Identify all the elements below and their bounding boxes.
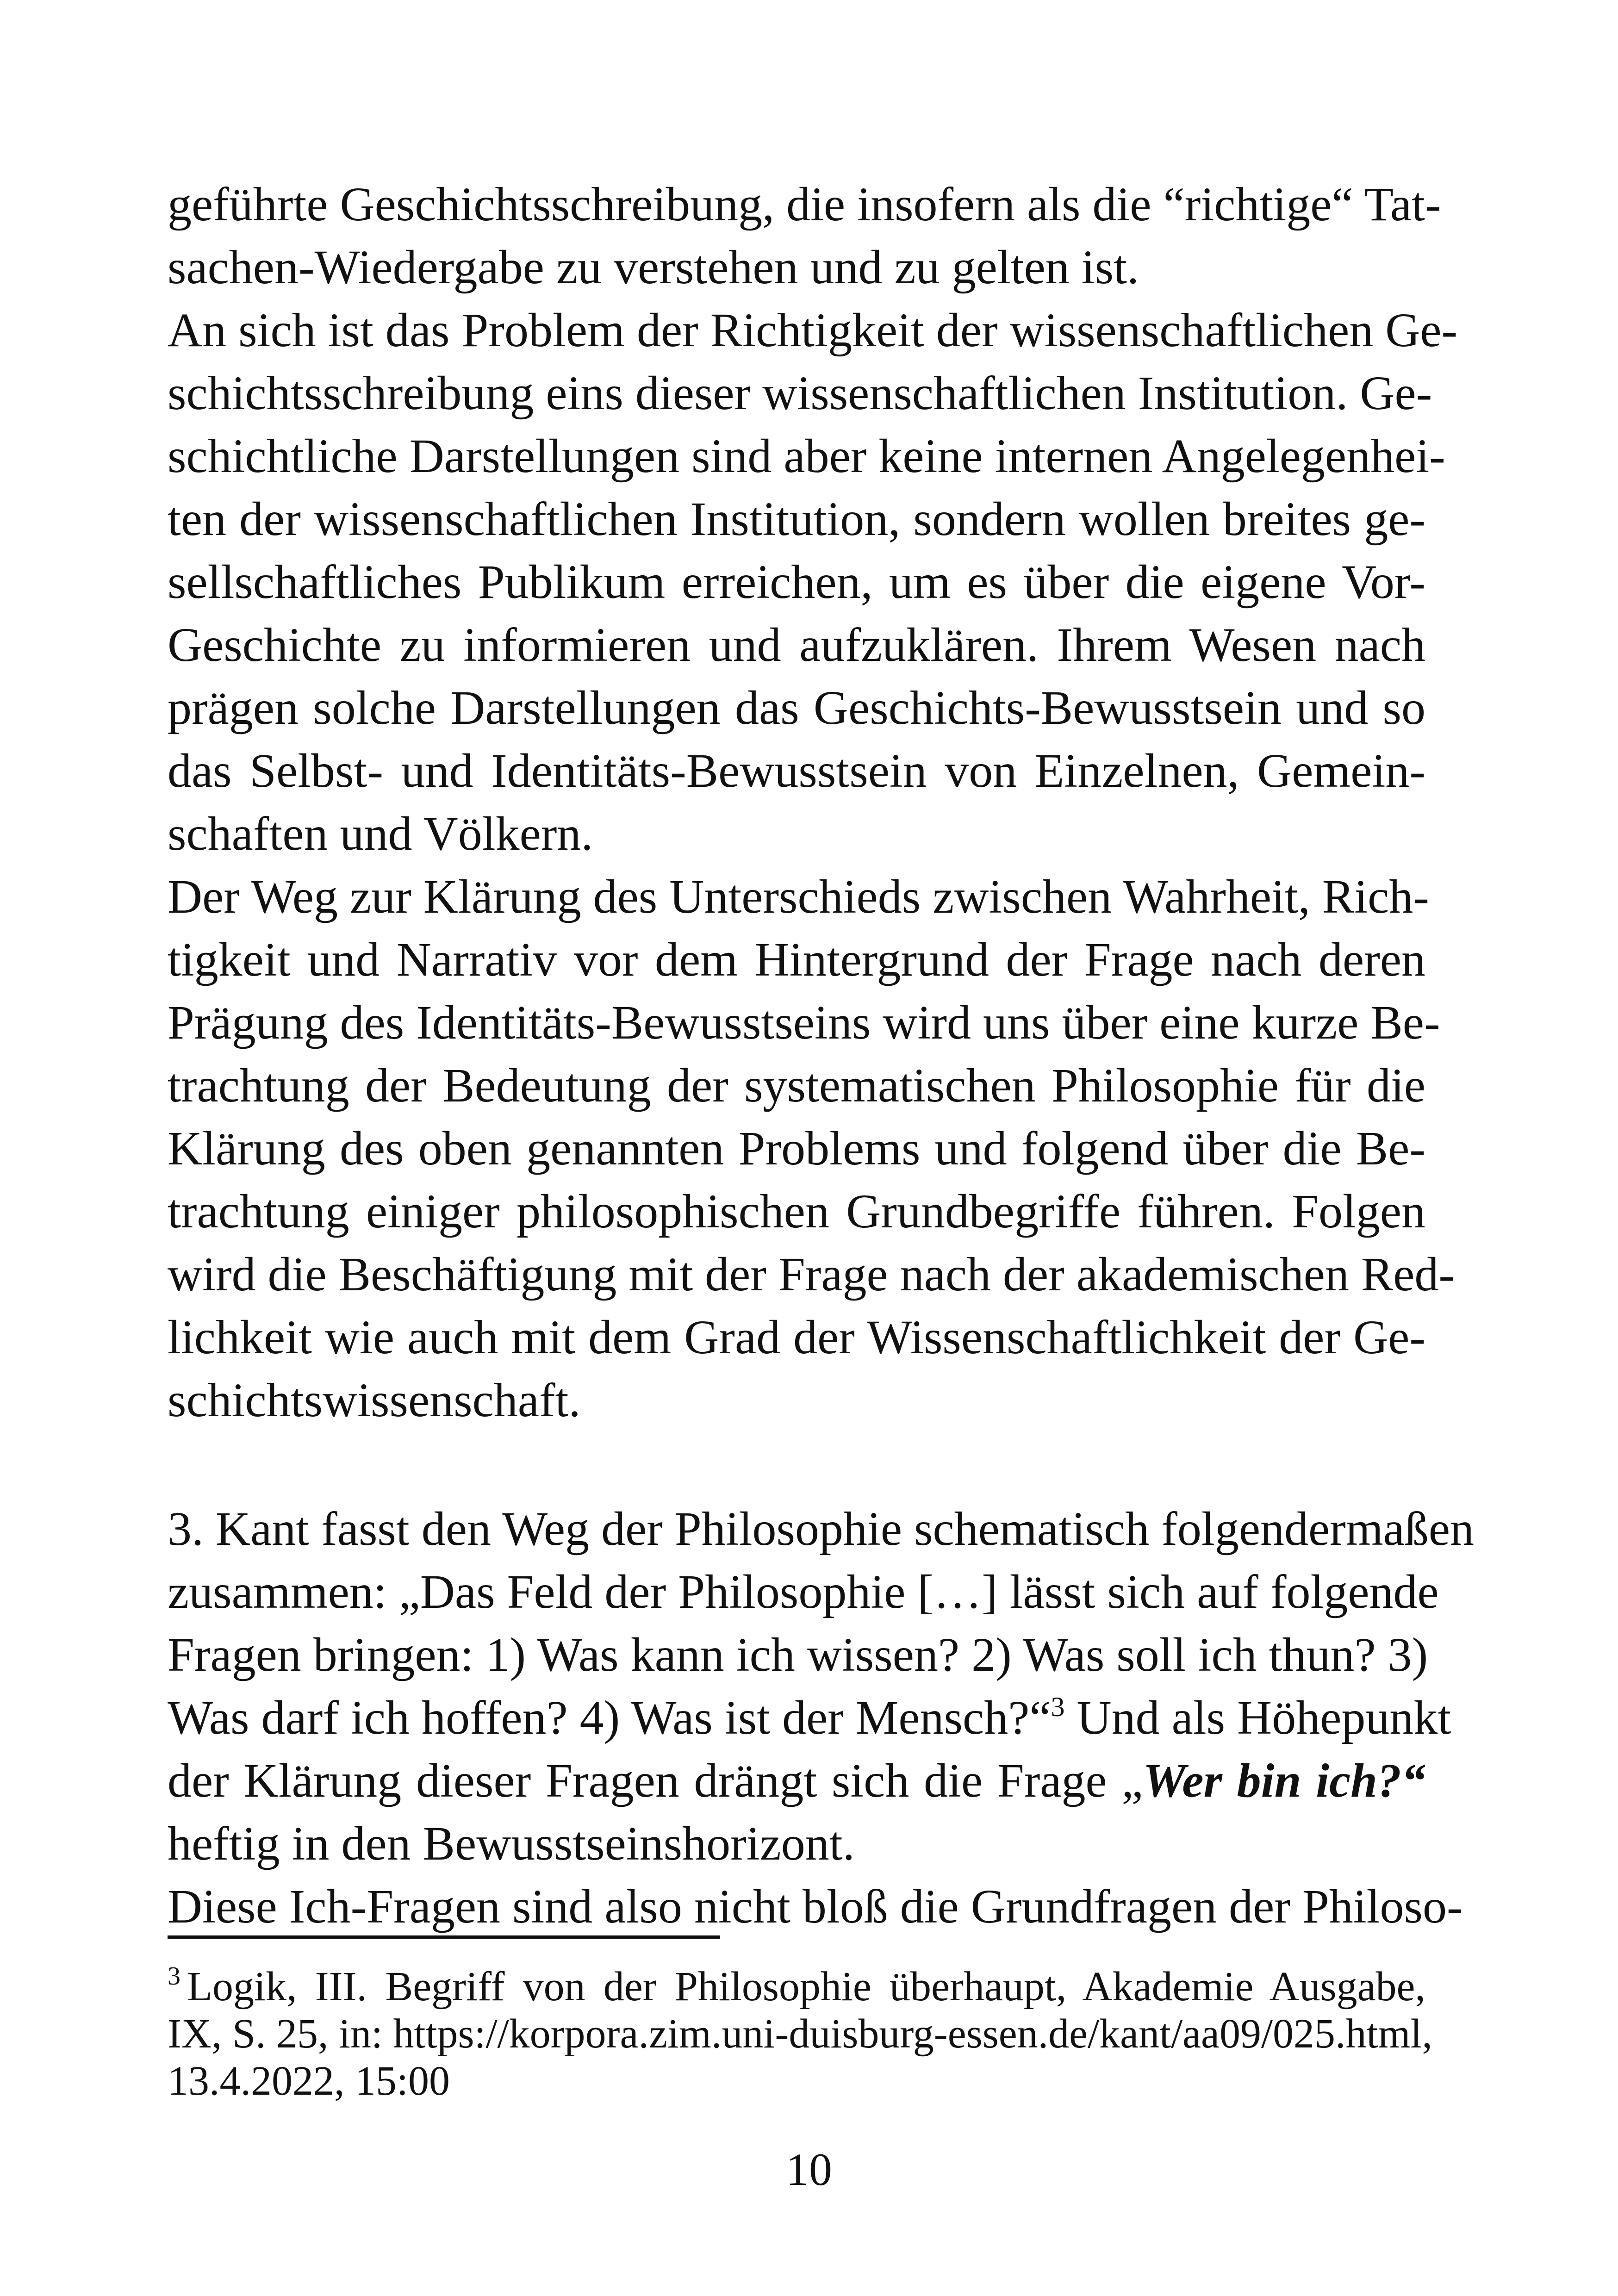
text-line: tigkeit und Narrativ vor dem Hintergrund der Frage nach deren <box>168 933 1425 986</box>
text-line: sachen-Wiedergabe zu verstehen und zu gelten ist. <box>168 241 1139 294</box>
text-line: lichkeit wie auch mit dem Grad der Wissenschaftlichkeit der Ge- <box>168 1311 1425 1364</box>
text-line: schichtsschreibung eins dieser wissenschaftlichen Institution. Ge- <box>168 367 1432 420</box>
paragraph-gap <box>168 1432 1425 1498</box>
footnote-line: 13.4.2022, 15:00 <box>168 2058 450 2104</box>
page-number: 10 <box>786 2144 832 2195</box>
text-line: 3. Kant fasst den Weg der Philosophie schematisch folgendermaßen <box>168 1502 1474 1556</box>
footnote <box>168 1962 1433 2105</box>
text-line: prägen solche Darstellungen das Geschichts-Bewusstsein und so <box>168 681 1425 734</box>
footnote-separator <box>168 1935 720 1939</box>
text-line: geführte Geschichtsschreibung, die insofern als die “richtige“ Tat- <box>168 178 1441 231</box>
text-line: Diese Ich-Fragen sind also nicht bloß die Grundfragen der Philoso- <box>168 1880 1463 1933</box>
text-line: An sich ist das Problem der Richtigkeit der wissenschaftlichen Ge- <box>168 304 1458 357</box>
text-line: Geschichte zu informieren und aufzuklären. Ihrem Wesen nach <box>168 618 1425 672</box>
text-line: das Selbst- und Identitäts-Bewusstsein von Einzelnen, Gemein- <box>168 744 1425 797</box>
text-segment: Was darf ich hoffen? 4) Was ist der Mensch?“ <box>168 1691 1051 1744</box>
text-line: trachtung der Bedeutung der systematischen Philosophie für die <box>168 1059 1425 1112</box>
footnote-text: Logik, III. Begriff von der Philosophie überhaupt, Akademie Ausgabe, <box>187 1964 1425 2010</box>
text-line: schichtliche Darstellungen sind aber keine internen Angelegenhei- <box>168 429 1445 483</box>
text-line: Der Weg zur Klärung des Unterschieds zwischen Wahrheit, Rich- <box>168 870 1429 923</box>
footnote-marker: 3 <box>168 1962 180 1991</box>
text-segment: der Klärung dieser Fragen drängt sich die Frage „ <box>168 1754 1143 1807</box>
text-line: sellschaftliches Publikum erreichen, um es über die eigene Vor- <box>168 555 1425 609</box>
text-line: Klärung des oben genannten Problems und folgend über die Be- <box>168 1122 1425 1175</box>
text-line: wird die Beschäftigung mit der Frage nach der akademischen Red- <box>168 1248 1455 1301</box>
text-line-with-footnote-ref <box>168 1686 1451 1749</box>
text-line: schaften und Völkern. <box>168 807 593 860</box>
emphasized-question: Wer bin ich?“ <box>1143 1754 1426 1807</box>
body-text <box>168 173 1474 1938</box>
text-line: ten der wissenschaftlichen Institution, sondern wollen breites ge- <box>168 492 1425 546</box>
text-line: Prägung des Identitäts-Bewusstseins wird uns über eine kurze Be- <box>168 996 1440 1049</box>
text-segment: Und als Höhepunkt <box>1064 1691 1451 1744</box>
text-line: heftig in den Bewusstseinshorizont. <box>168 1817 855 1870</box>
footnote-line: IX, S. 25, in: https://korpora.zim.uni-duisburg-essen.de/kant/aa09/025.html, <box>168 2011 1433 2057</box>
text-line-with-emphasis <box>168 1749 1425 1812</box>
text-line: Fragen bringen: 1) Was kann ich wissen? 2) Was soll ich thun? 3) <box>168 1628 1428 1681</box>
text-line: schichtswissenschaft. <box>168 1374 581 1427</box>
text-line: trachtung einiger philosophischen Grundbegriffe führen. Folgen <box>168 1185 1425 1238</box>
footnote-line <box>168 1963 1425 2010</box>
text-line: zusammen: „Das Feld der Philosophie […] lässt sich auf folgende <box>168 1565 1439 1618</box>
footnote-reference[interactable]: 3 <box>1051 1692 1065 1722</box>
